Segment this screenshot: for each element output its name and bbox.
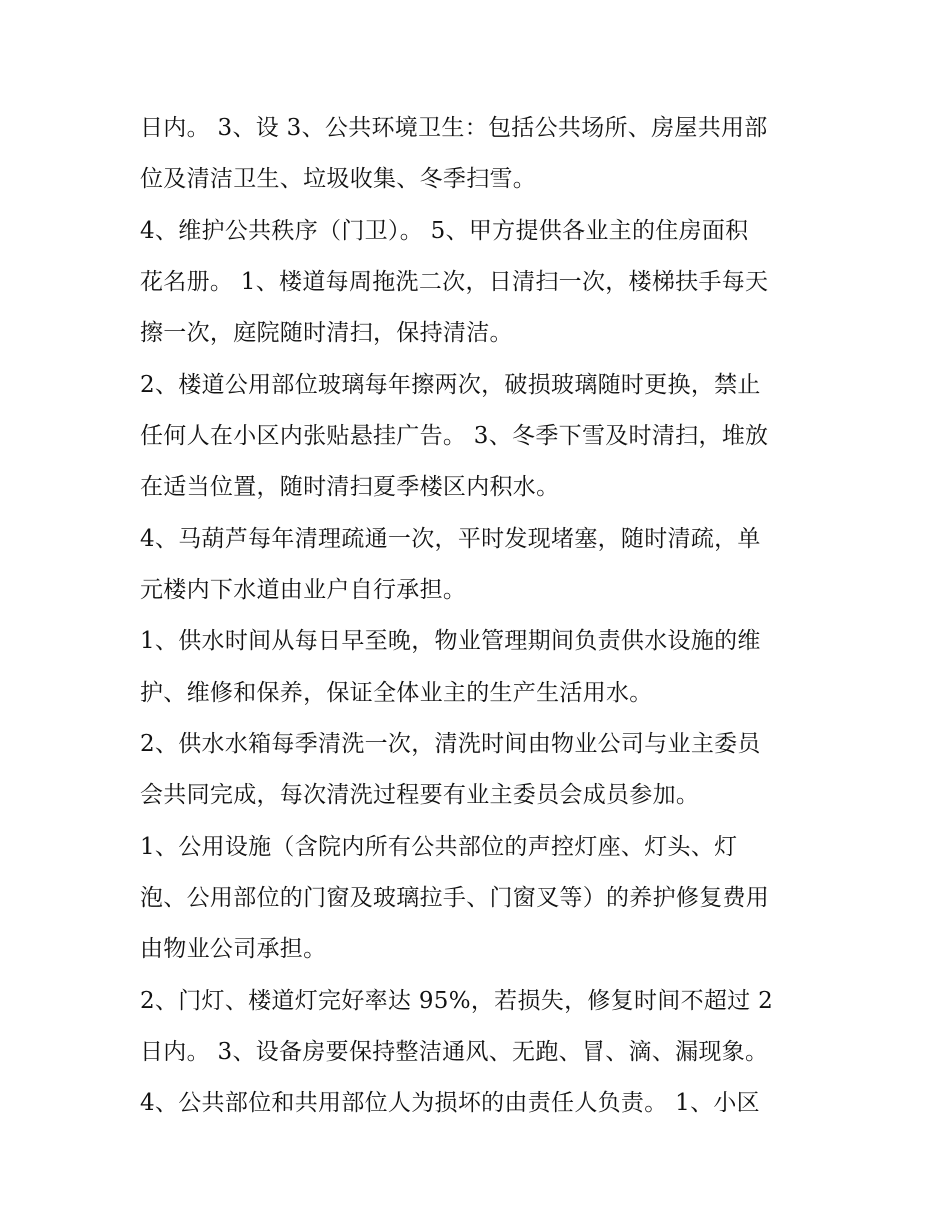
text-line: 日内。 3、设备房要保持整洁通风、无跑、冒、滴、漏现象。 — [140, 1039, 769, 1065]
text-line: 1、供水时间从每日早至晚，物业管理期间负责供水设施的维 — [140, 628, 761, 654]
text-line: 任何人在小区内张贴悬挂广告。 3、冬季下雪及时清扫，堆放 — [140, 423, 769, 449]
text-line: 元楼内下水道由业户自行承担。 — [140, 577, 467, 603]
text-line: 日内。 3、设 3、公共环境卫生：包括公共场所、房屋共用部 — [140, 115, 768, 141]
text-line: 由物业公司承担。 — [140, 936, 327, 962]
text-line: 4、公共部位和共用部位人为损坏的由责任人负责。 1、小区 — [140, 1090, 760, 1116]
text-line: 护、维修和保养，保证全体业主的生产生活用水。 — [140, 680, 653, 706]
text-line: 花名册。 1、楼道每周拖洗二次，日清扫一次，楼梯扶手每天 — [140, 269, 769, 295]
text-line: 1、公用设施（含院内所有公共部位的声控灯座、灯头、灯 — [140, 834, 738, 860]
text-line: 2、供水水箱每季清洗一次，清洗时间由物业公司与业主委员 — [140, 731, 761, 757]
text-line: 2、楼道公用部位玻璃每年擦两次，破损玻璃随时更换，禁止 — [140, 372, 761, 398]
text-line: 4、维护公共秩序（门卫）。 5、甲方提供各业主的住房面积 — [140, 218, 749, 244]
text-line: 在适当位置，随时清扫夏季楼区内积水。 — [140, 474, 560, 500]
text-line: 2、门灯、楼道灯完好率达 95%，若损失，修复时间不超过 2 — [140, 988, 774, 1014]
text-line: 泡、公用部位的门窗及玻璃拉手、门窗叉等）的养护修复费用 — [140, 885, 770, 911]
text-line: 会共同完成，每次清洗过程要有业主委员会成员参加。 — [140, 782, 700, 808]
text-line: 擦一次，庭院随时清扫，保持清洁。 — [140, 320, 513, 346]
text-line: 位及清洁卫生、垃圾收集、冬季扫雪。 — [140, 166, 537, 192]
text-line: 4、马葫芦每年清理疏通一次，平时发现堵塞，随时清疏，单 — [140, 526, 761, 552]
